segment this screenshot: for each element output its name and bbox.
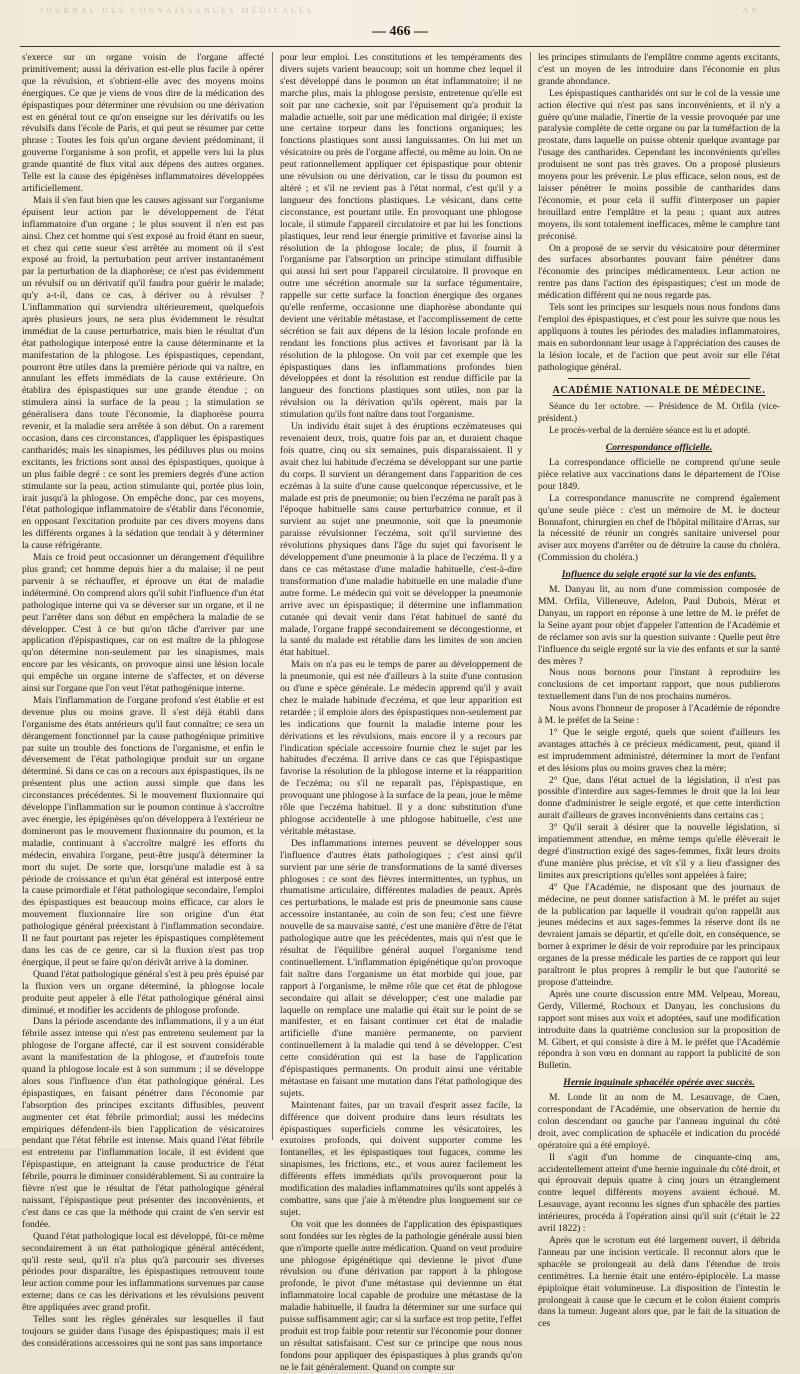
header-rule — [20, 46, 780, 47]
paragraph: La correspondance manuscrite ne comprend également qu'une seule pièce : c'est un mémoire de M. le docteur Bonnafont, chirurgien en chef de l'hôpital militaire d'Arras, sur la nécessité de réunir un congrès sanitaire universel pour aviser aux moyens d'arrêter ou de détruire la cause du choléra. (Commission du choléra.) — [538, 492, 780, 564]
paragraph: Il s'agit d'un homme de cinquante-cinq ans, accidentellement atteint d'une hernie inguinale du côté droit, et qui éprouvait depuis quatre à cinq jours un étranglement contre lequel différents moyens avaient échoué. M. Lesauvage, ayant reconnu les signes d'un sphacèle des parties intérieures, procéda à l'opération ainsi qu'il suit (c'était le 22 avril 1822) : — [538, 1151, 780, 1235]
paragraph: M. Danyau lit, au nom d'une commission composée de MM. Orfila, Villeneuve, Adelon, Paul Dubois, Mérat et Danyau, un rapport en réponse à une lettre de M. le préfet de la Seine ayant pour objet d'appeler l'attention de l'Académie et de réclamer son avis sur la question suivante : Quelle peut être l'influence du seigle ergoté sur la vie des enfants et sur la santé des mères ? — [538, 584, 780, 667]
paragraph: Mais l'inflammation de l'organe profond s'est établie et est devenue plus ou moins grave. Il s'est déjà établi dans l'organisme des états antérieurs qu'il faut connaître; ce sera un dérangement fonctionnel par la cause pathogénique primitive par suite un trouble des fonctions de l'organisme, et enfin le déversement de l'état pathologique produit sur un organe déterminé. Si dans ce cas on a recours aux épispastiques, ils ne présentent plus une action aussi simple que dans les circonstances précédentes. Si le mouvement fluxionnaire qui développe l'inflammation sur le poumon continue à s'accroître avec énergie, les épigénèses qu'on développera à l'extérieur ne domineront pas le mouvement fluxionnaire du poumon, et la maladie, continuant à s'accroître malgré les efforts du médecin, envahira l'organe, peut-être jusqu'à déterminer la mort du sujet. De sorte que, lorsqu'une maladie est à sa période de croissance et qu'un état général est interposé entre la cause primordiale et l'état pathologique secondaire, l'emploi des épispastiques est beaucoup moins efficace, car alors le mouvement fluxionnaire lire son origine d'un état pathologique général préexistant à l'inflammation secondaire. Il ne faut pourtant pas rejeter les épispastiques complètement dans les cas de ce genre, car si la fluxion n'est pas trop énergique, il peut se faire qu'on dérivât arrive à la dominer. — [22, 694, 264, 968]
paragraph: Nous nous bornons pour l'instant à reproduire les conclusions de cet important rapport, que nous publierons textuellement dans l'un de nos prochains numéros. — [538, 667, 780, 703]
paragraph: Tels sont les principes sur lesquels nous nous fondons dans l'emploi des épispastiques, et c'est pour les suivre que nous les appliquons à toutes les périodes des maladies inflammatoires, mais en subordonnant leur usage à l'appréciation des causes de la lésion locale, et de l'action que peut avoir sur elle l'état pathologique général. — [538, 302, 780, 373]
paragraph: 3° Qu'il serait à désirer que la nouvelle législation, si impatiemment attendue, en même temps qu'elle élèverait le degré d'instruction exigé des sages-femmes, fixât leurs droits d'une manière plus précise, et vît s'il y a lieu d'assigner des limites aux prescriptions qu'elles sont appelées à faire; — [538, 822, 780, 881]
paragraph: On voit que les données de l'application des épispastiques sont fondées sur les règles de la pathologie générale aussi bien que n'importe quelle autre médication. Quand on veut produire une phlogose épigénétique qui devienne le pivot d'une révulsion ou d'une dérivation par rapport à la phlogose profonde, le pivot d'une métastase qui deviennne un état inflammatoire local capable de produire une métastase de la maladie habituelle, il faudra la déterminer sur une surface qui puisse suffisamment agir; car si la surface est trop petite, l'effet produit est trop faible pour retentir sur l'économie pour donner un résultat satisfaisant. C'est sur ce principe que nous nous fondons pour appliquer des épispastiques à plus grands qu'on ne le fait généralement. Quand on compte sur — [280, 1218, 522, 1373]
academy-title: ACADÉMIE NATIONALE DE MÉDECINE. — [552, 385, 766, 397]
paragraph: pour leur emploi. Les constitutions et les tempéraments des divers sujets varient beaucoup; soit un homme chez lequel il s'est développé dans le poumon un état inflammatoire; il ne marche plus, mais la phlogose persiste, entretenue qu'elle est soit par une cachexie, soit par l'épuisement qu'a produit la maladie actuelle, soit par une médication mal dirigée; il existe une certaine torpeur dans les fonctions organiques; les fonctions plastiques sont aussi languissantes. On lui met un vésicatoire ou près de l'organe affecté, ou même au loin. On ne peut rationnellement appliquer cet épispastique pour obtenir une révulsion ou une dérivation, car le tissu du poumon est altéré ; et s'il ne revient pas à l'état normal, c'est qu'il y a langueur des fonctions plastiques. Le vésicant, dans cette circonstance, est pourtant utile. En provoquant une phlogose locale, il stimule l'appareil circulatoire et par lui les fonctions plastiques, leur rend leur énergie primitive et favorise ainsi la résolution de la phlogose locale; de plus, il fournit à l'organisme par l'absorption un principe stimulant diffusible qui aussi lui sert pour l'appareil circulatoire. Il provoque en outre une sécrétion anormale sur la surface tégumentaire, rappelle sur cette surface la fonction énergique des organes qu'elle renferme, occasionne une diaphorèse abondante qui devient une véritable métastase, et l'accomplissement de cette sécrétion se fait aux dépens de la lésion locale profonde en rendant les fonctions plus actives et favorisant par là la résolution de la phlogose. On voit par cet exemple que les épispastiques dans les inflammations profondes bien développées et dont la résolution est rendue difficile par la langueur des fonctions plastiques sont utiles, non par la révulsion ou la dérivation qu'ils opèrent, mais par la stimulation qu'ils font naître dans tout l'organisme. — [280, 52, 522, 421]
paragraph: Quand l'état pathologique local est développé, fût-ce même secondairement à un état pathologique général antécédent, qu'il reste seul, qu'il n'a plus qu'à parcourir ses diverses périodes pour disparaître, les épispastiques retrouvent toute leur action comme pour les inflammations survenues par cause externe; dans ce cas les dérivations et les révulsions peuvent être appliquées avec grand profit. — [22, 1230, 264, 1314]
bleed-text-left: JOURNAL DES CONNAISSANCES MÉDICALES — [40, 6, 315, 15]
bleed-text-right: AN — [742, 6, 760, 15]
bleed-through-text — [40, 6, 760, 16]
paragraph: Mais on n'a pas eu le temps de parer au développement de la pneumonie, qui est née d'ailleurs à la suite d'une contusion ou d'une e spèce générale. Le médecin apprend qu'il y avait chez le malade habitude d'eczéma, et que leur apparition est retardée ; il emploie alors des épispastiques non-seulement par les indications que fournit la maladie interne pour les dérivations et les révulsions, mais encore il y a recours par l'indication spéciale accessoire fournie chez le sujet par les habitudes d'eczéma. Il arrive dans ce cas que l'épispastique favorise la résolution de la phlogose interne et la réapparition de l'eczéma; ou s'il ne reparaît pas, l'épispastique, en provoquant une phlogose à la surface de la peau, joue le même rôle que l'eczéma habituel. Il y a donc substitution d'une phlogose accidentelle à une phlogose habituelle, c'est une véritable métastase. — [280, 659, 522, 837]
paragraph: Mais ce froid peut occasionner un dérangement d'équilibre plus grand; cet homme depuis hier a du malaise; il ne peut parvenir à se réchauffer, et éprouve un état de maladie indéterminé. On comprend alors qu'il subit l'influence d'un état pathologique interne qui va se déverser sur un organe, et il ne peut l'arrêter dans son début en empêchera la maladie de se développer. C'est à ce but qu'on tâche d'arriver par une application d'épispastiques, car on est maître de la phlogose qu'on détermine non-seulement par les sinapismes, mais encore par les vésicants, on provoque ainsi une lésion locale qui empêche un organe interne de s'affecter, et on déverse ainsi sur l'organe que l'on veut l'état pathogénique interne. — [22, 552, 264, 695]
ergot-heading: Influence du seigle ergoté sur la vie des enfants. — [561, 569, 757, 581]
paragraph: Dans la période ascendante des inflammations, il y a un état fébrile assez intense qui n'est pas entretenu seulement par la phlogose de l'organe affecté, car il est souvent considérable avant la manifestation de la phlogose, et d'autrefois toute quand la phlogose locale est à son summum ; il se développe alors sous l'influence d'un état pathologique général. Les épispastiques, en faisant pénétrer dans l'économie par l'absorption des principes excitants diffusibles, peuvent augmenter cet état fébrile primordial; aussi les médecins empiriques défendent-ils bien l'application de vésicatoires pendant que l'état fébrile est intense. Mais quand l'état fébrile est entretenu par l'inflammation locale, il est évident que l'épispastique, en atteignant la cause productrice de l'état fébrile, pourra le diminuer considérablement. Si au contraire la fièvre n'est que le résultat de l'état pathologique général naissant, l'épispastique peut présenter des inconvénients, et c'est dans ce cas que la méthode qui craint de s'en servir est fondée. — [22, 1016, 264, 1230]
minutes-line: Le procès-verbal de la dernière séance est lu et adopté. — [549, 425, 750, 436]
paragraph: Mais il s'en faut bien que les causes agissant sur l'organisme épuisent leur action par le développement de l'état inflammatoire d'un organe ; le plus souvent il n'en est pas ainsi. Chez cet homme qui s'est exposé au froid étant en sueur, et chez qui cette sueur s'est arrêtée au moment où il s'est exposé au froid, la perturbation peut arriver instantanément par la perturbation de la diaphorèse; ce n'est pas évidemment un révulsif ou un dérivatif qu'il faudra pour guérir le malade; qu'y a-t-il, dans ce cas, à dériver ou à révulser ? L'inflammation qui surviendra ultérieurement, quelquefois après plusieurs jours, ne sera plus évidemment le résultat immédiat de la cause perturbatrice, mais bien le résultat d'un état pathologique interposé entre la cause déterminante et la manifestation de la phlogose. Les épispastiques, cependant, pourront être utiles dans la première période qui va naître, en annulant les effets immédiats de la cause extérieure. On établira des épispastiques sur une grande étendue ; on stimulera ainsi la surface de la peau ; la stimulation se généralisera dans toute l'économie, la diaphorèse pourra revenir, et la maladie sera arrêtée à son début. On a rarement occasion, dans ces circonstances, d'appliquer les épispastiques cantharidés; mais les sinapismes, les pédiluves plus ou moins excitants, les frictions sont aussi des épispastiques, quoique à un plus faible degré : ce sont les premiers degrés d'une action stimulante sur la peau, action stimulante qui, portée plus loin, irait jusqu'à la phlogose. On empêche donc, par ces moyens, l'état pathologique inflammatoire de s'établir dans l'économie, en opposant l'excitation produite par ces divers moyens dans les différents organes à la sédation que tendait à y déterminer la cause réfrigérante. — [22, 194, 264, 552]
column-3 — [530, 52, 780, 1330]
paragraph: Maintenant faites, par un travail d'esprit assez facile, la différence que doivent produire dans leurs résultats les épispastiques superficiels comme les vésicatoires, les exutoires profonds, qui doivent supporter comme les fontanelles, et les épispastiques tout fugaces, comme les sinapismes, les frictions, etc., et vous aurez facilement les différents effets immédiats qu'ils provoqueront pour la modification des maladies inflammatoires qu'ils sont appelés à combattre, sans que j'aie à m'étendre plus longuement sur ce sujet. — [280, 1099, 522, 1218]
paragraph: 4° Que l'Académie, ne disposant que des journaux de médecine, ne peut donner satisfaction à M. le préfet au sujet de la publication par laquelle il voudrait qu'on rappelât aux jeunes médecins et aux sages-femmes la réserve dont ils ne devraient jamais se départir, et qu'elle doit, en conséquence, se borner à exprimer le désir de voir reproduire par les principaux organes de la presse médicale les parties de ce rapport qui leur paraîtront le plus propres à remplir le but que l'autorité se propose d'atteindre. — [538, 881, 780, 988]
text-columns — [22, 52, 780, 1373]
paragraph: La correspondance officielle ne comprend qu'une seule pièce relative aux vaccinations dans le département de l'Oise pour 1849. — [538, 457, 780, 492]
paragraph: s'exerce sur un organe voisin de l'organe affecté primitivement; aussi la dérivation est-elle plus facile à opérer que la révulsion, et s'obtient-elle avec des moyens moins énergiques. Ce que je viens de vous dire de la médication des épispastiques pour déterminer une révulsion ou une dérivation est en général tout ce qu'on enseigne sur les dérivatifs ou les révulsifs dans l'école de Paris, et qui peut se résumer par cette phrase : Toutes les fois qu'un organe devient prédominant, il gouverne l'organisme à son profit, et appelle vers lui la plus grande quantité de flux vital aux dépens des autres organes. Telle est la cause des épigénèses inflammatoires développées artificiellement. — [22, 52, 264, 194]
paragraph: 2° Que, dans l'état actuel de la législation, il n'est pas possible d'interdire aux sages-femmes le droit que la loi leur donne d'administrer le seigle ergoté, et que cette interdiction aurait d'ailleurs de graves inconvénients dans certains cas ; — [538, 774, 780, 822]
paragraph: Des inflammations internes peuvent se développer sous l'influence d'autres états pathologiques ; c'est ainsi qu'il survient par une série de transformations de la santé diverses phlogoses : ce sont des fièvres intermittentes, un typhus, un rhumatisme articulaire, différentes maladies de peaux. Après ces perturbations, le malade est pris de pneumonie sans cause accessoire instantanée, au coin de son feu; c'est une fièvre nouvelle de sa mauvaise santé, c'est une manière d'être de l'état pathologique autre que les précédentes, mais qui n'est que le résultat de l'équilibre général auquel l'organisme tend continuellement. L'inflammation épigénétique qu'on provoque fait naître dans l'organisme un état morbide qui joue, par rapport à l'organisme, le même rôle que cet état de phlogose secondaire qui allait se développer; c'est une maladie par laquelle on remplace une maladie qui était sur le point de se manifester, et en faisant continuer cet état de maladie artificielle d'une manière permanente, on parvient continuellement à la maladie qui tend à se développer. C'est cette considération qui est la base de l'application d'épispastiques permanents. On produit ainsi une véritable métastase en faisant une mutation dans l'état pathologique des sujets. — [280, 837, 522, 1099]
column-2 — [272, 52, 522, 1373]
paragraph: Après que le scrotum eut été largement ouvert, il débrida l'anneau par une incision verticale. Il reconnut alors que le sphacèle se prolongeait au delà dans l'étendue de trois centimètres. La hernie était une entéro-épiplocèle. La masse épiploïque était volumineuse. La disposition de l'intestin le prolongeait à cause que le cæcum et le colon étaient compris dans la tumeur. Jugeant alors que, par le fait de la situation de ces — [538, 1235, 780, 1330]
paragraph: Les épispastiques cantharidés ont sur le col de la vessie une action élective qui n'est pas sans inconvénients, et il n'y a guère qu'une maladie, l'inertie de la vessie provoquée par une paralysie complète de cette organe ou par la tuméfaction de la prostate, dans laquelle on puisse obtenir quelque avantage par l'usage des cantharides. Cependant les inconvénients qu'elles produisent ne sont pas très graves. On a proposé plusieurs moyens pour les prévenir. Le plus efficace, selon nous, est de laisser pénétrer le moins possible de cantharides dans l'économie, et pour cela il suffit d'interposer un papier brouillard entre l'emplâtre et la peau ; quant aux autres moyens, ils sont totalement inefficaces, même le camphre tant préconisé. — [538, 87, 780, 242]
hernia-heading: Hernie inguinale sphacélée opérée avec succès. — [563, 1077, 755, 1089]
column-1 — [22, 52, 264, 1349]
paragraph: Nous avons l'honneur de proposer à l'Académie de répondre à M. le préfet de la Seine : — [538, 703, 780, 727]
paragraph: Un individu était sujet à des éruptions eczémateuses qui revenaient deux, trois, quatre fois par an, et duraient chaque fois quatre, cinq ou six semaines, puis disparaissaient. Il y avait chez lui habitude d'eczéma se développant sur une partie du corps. Il survient un dérangement dans l'apparition de ces eczémas à la suite d'une cause quelconque répercussive, et le malade est pris de pneumonie; ou bien l'eczéma ne paraît pas à l'époque habituelle sans cause perturbatrice connue, et il survient au sujet une pneumonie, soit que la pneumonie paraisse révulsionner l'eczéma, soit qu'il survienne des révolutions physiques dans l'âge du sujet qui favorisent le développement d'une pneumonie à la place de l'eczéma. Il y a dans ce cas métastase d'une maladie habituelle, c'est-à-dire transformation d'une maladie habituelle en une maladie d'une autre forme. Le médecin qui voit se développer la pneumonie arrive avec un épispastique; il détermine une inflammation cutanée qui devait venir dans l'état habituel de santé du malade, l'organe frappé secondairement se décongestionne, et la santé du malade est rétablie dans les limites de son ancien état habituel. — [280, 421, 522, 659]
paragraph: On a proposé de se servir du vésicatoire pour déterminer des surfaces absorbantes pouvant faire pénétrer dans l'économie des principes médicamenteux. Leur action ne rentre pas dans l'action des épispastiques; c'est un mode de médication différent qui ne nous regarde pas. — [538, 242, 780, 302]
paragraph: Telles sont les règles générales sur lesquelles il faut toujours se guider dans l'usage des épispastiques; mais il est des considérations accessoires qui ne sont pas sans importance — [22, 1314, 264, 1349]
paragraph: Quand l'état pathologique général s'est à peu près épuisé par la fluxion vers un organe déterminé, la phlogose locale produite peut appeler à elle l'état pathologique général ainsi diminué, et modifier les accidents de phlogose profonde. — [22, 968, 264, 1016]
paragraph: Après une courte discussion entre MM. Velpeau, Moreau, Gerdy, Villermé, Rochoux et Danyau, les conclusions du rapport sont mises aux voix et adoptées, sauf une modification introduite dans la quatrième conclusion sur la proposition de M. Gibert, et qui consiste à dire à M. le préfet que l'Académie répondra à son vœu en donnant au rapport la publicité de son Bulletin. — [538, 988, 780, 1072]
page-number: — 466 — — [372, 24, 428, 39]
paragraph: les principes stimulants de l'emplâtre comme agents excitants, c'est un moyen de les introduire dans l'économie en plus grande abondance. — [538, 52, 780, 87]
paragraph: 1° Que le seigle ergoté, quels que soient d'ailleurs les avantages attachés à ce précieux médicament, peut, quand il est imprudemment administré, déterminer la mort de l'enfant et des lésions plus ou moins graves chez la mère; — [538, 726, 780, 774]
page-header — [16, 22, 784, 42]
paragraph: M. Londe lit au nom de M. Lesauvage, de Caen, correspondant de l'Académie, une observation de hernie du colon descendant ou gauche par l'anneau inguinal du côté droit, avec complication de sphacèle et indication du procédé opératoire qui a été employé. — [538, 1092, 780, 1151]
correspondence-heading: Correspondance officielle. — [605, 442, 713, 454]
section-divider — [568, 378, 750, 379]
session-line: Séance du 1er octobre. — Présidence de M. Orfila (vice-président.) — [538, 401, 780, 424]
